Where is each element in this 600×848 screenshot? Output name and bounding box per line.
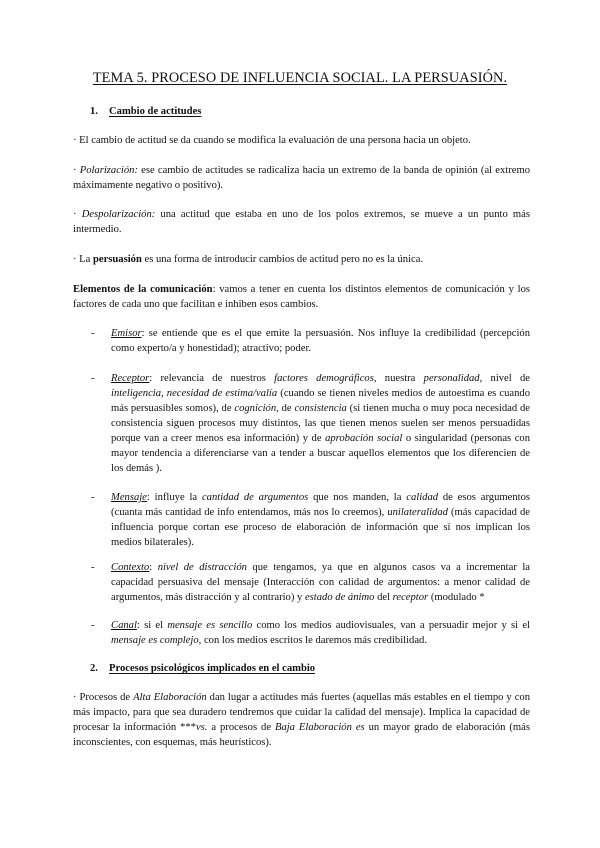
page-title: TEMA 5. PROCESO DE INFLUENCIA SOCIAL. LA PERSUASIÓN. — [92, 70, 508, 86]
paragraph-despolarizacion: · Despolarización: una actitud que estaba en uno de los polos extremos, se mueve a un punto más intermedio. — [73, 209, 530, 235]
paragraph-elementos-comunicacion: Elementos de la comunicación: vamos a tener en cuenta los distintos elementos de comunicación y los factores de cada uno que facilitan e inhiben esos cambios. — [73, 284, 530, 310]
paragraph-persuasion: · La persuasión es una forma de introducir cambios de actitud pero no es la única. — [73, 254, 424, 265]
paragraph-polarizacion: · Polarización: ese cambio de actitudes se radicaliza hacia un extremo de la banda de opinión (al extremo máximamente negativo o positivo). — [73, 165, 530, 191]
paragraph-cambio-actitud: · El cambio de actitud se da cuando se modifica la evaluación de una persona hacia un objeto. — [73, 135, 471, 146]
paragraph-procesos-elaboracion: · Procesos de Alta Elaboración dan lugar a actitudes más fuertes (aquellas más estables en el tiempo y con más impacto, para que sea duradero tendremos que cuidar la calidad del mensaje). Implica la capacidad de procesar la información ***vs. a procesos de Baja Elaboración es un mayor grado de elaboración (más inconscientes, con esquemas, más heurísticos). — [73, 692, 530, 748]
document-page: TEMA 5. PROCESO DE INFLUENCIA SOCIAL. LA PERSUASIÓN. 1. Cambio de actitudes · El cambio de actitud se da cuando se modifica la evaluación de una persona hacia un objeto. · Polarización: ese cambio de actitudes se radicaliza hacia un extremo de la banda de opinión (al extremo máximamente negativo o positivo). · Despolarización: una actitud que estaba en uno de los polos extremos, se mueve a un punto más intermedio. · La persuasión es una forma de introducir cambios de actitud pero no es la única. Elementos de la comunicación: vamos a tener en cuenta los distintos elementos de comunicación y los factores de cada uno que facilitan e inhiben esos cambios. - Emisor: se entiende que es el que emite la persuasión. Nos influye la credibilidad (percepción como experto/a y honestidad); atractivo; poder. - Receptor: relevancia de nuestros factores demográficos, nuestra personalidad, nivel de inteligencia, necesidad de estima/valía (cuando se tienen niveles medios de autoestima es cuando más persuasibles somos), de cognición, de consistencia (si tienen mucha o muy poca necesidad de consistencia siguen procesos muy distintos, las que tienen menos suelen ser menos persuadidas porque van a creer menos esa información) y de aprobación social o singularidad (personas con mayor tendencia a diferenciarse van a tender a buscar aquellos elementos que los diferencien de los demás ). - Mensaje: influye la cantidad de argumentos que nos manden, la calidad de esos argumentos (cuanta más cantidad de info entendamos, más nos lo creemos), unilateralidad (más capacidad de influencia porque cortan ese proceso de elaboración de información que sí nos implican los medios bilaterales). - Contexto: nivel de distracción que tengamos, ya que en algunos casos va a incrementar la capacidad persuasiva del mensaje (Interacción con calidad de argumentos: a menor calidad de argumentos, más distracción y al contrario) y estado de ánimo del receptor (modulado * - Canal: si el mensaje es sencillo como los medios audiovisuales, van a persuadir mejor y si el mensaje es complejo, con los medios escritos le daremos más credibilidad. 2. Procesos psicológicos implicados en el cambio · Procesos de Alta Elaboración dan lugar a actitudes más fuertes (aquellas más estables en el tiempo y con más impacto, para que sea duradero tendremos que cuidar la calidad del mensaje). Implica la capacidad de procesar la información ***vs. a procesos de Baja Elaboración es un mayor grado de elaboración (más inconscientes, con esquemas, más heurísticos). — [0, 0, 600, 848]
section-heading-1: 1. Cambio de actitudes — [90, 106, 202, 117]
section-heading-2: 2. Procesos psicológicos implicados en el cambio — [90, 663, 316, 674]
